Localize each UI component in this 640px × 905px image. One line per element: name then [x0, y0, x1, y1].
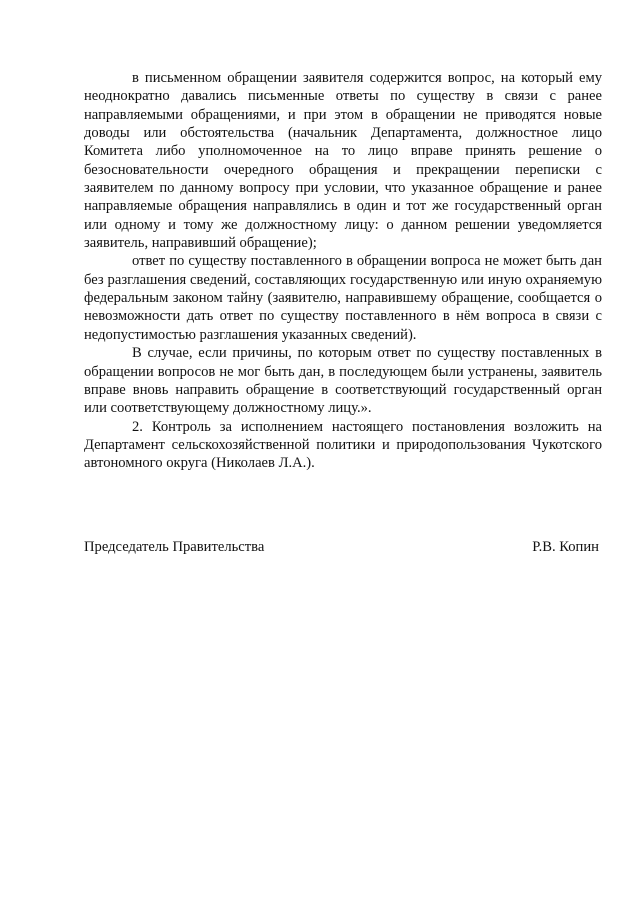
paragraph-refusal-repeated-question: в письменном обращении заявителя содержится вопрос, на который ему неоднократно давались письменные ответы по существу в связи с ранее направляемыми обращениями, и при этом в обращении не приводятся новые доводы или обстоятельства (начальник Департамента, должностное лицо Комитета либо уполномоченное на то лицо вправе принять решение о безосновательности очередного обращения и прекращении переписки с заявителем по данному вопросу при условии, что указанное обращение и ранее направляемые обращения направлялись в один и тот же государственный орган или одному и тому же должностному лицу: о данном решении уведомляется заявитель, направивший обращение); — [84, 70, 602, 252]
signatory-name: Р.В. Копин — [532, 539, 599, 555]
paragraph-resubmission: В случае, если причины, по которым ответ по существу поставленных в обращении вопросов не мог быть дан, в последующем были устранены, заявитель вправе вновь направить обращение в соответствующий государственный орган или соответствующему должностному лицу.». — [84, 345, 602, 417]
document-body — [84, 69, 602, 473]
paragraph-control-clause: 2. Контроль за исполнением настоящего постановления возложить на Департамент сельскохозяйственной политики и природопользования Чукотского автономного округа (Николаев Л.А.). — [84, 418, 602, 472]
paragraph-refusal-secret-information: ответ по существу поставленного в обращении вопроса не может быть дан без разглашения сведений, составляющих государственную или иную охраняемую федеральным законом тайну (заявителю, направившему обращение, сообщается о невозможности дать ответ по существу поставленного в нём вопроса в связи с недопустимостью разглашения указанных сведений). — [84, 253, 602, 343]
signature-block — [84, 538, 599, 556]
signatory-position: Председатель Правительства — [84, 539, 265, 555]
